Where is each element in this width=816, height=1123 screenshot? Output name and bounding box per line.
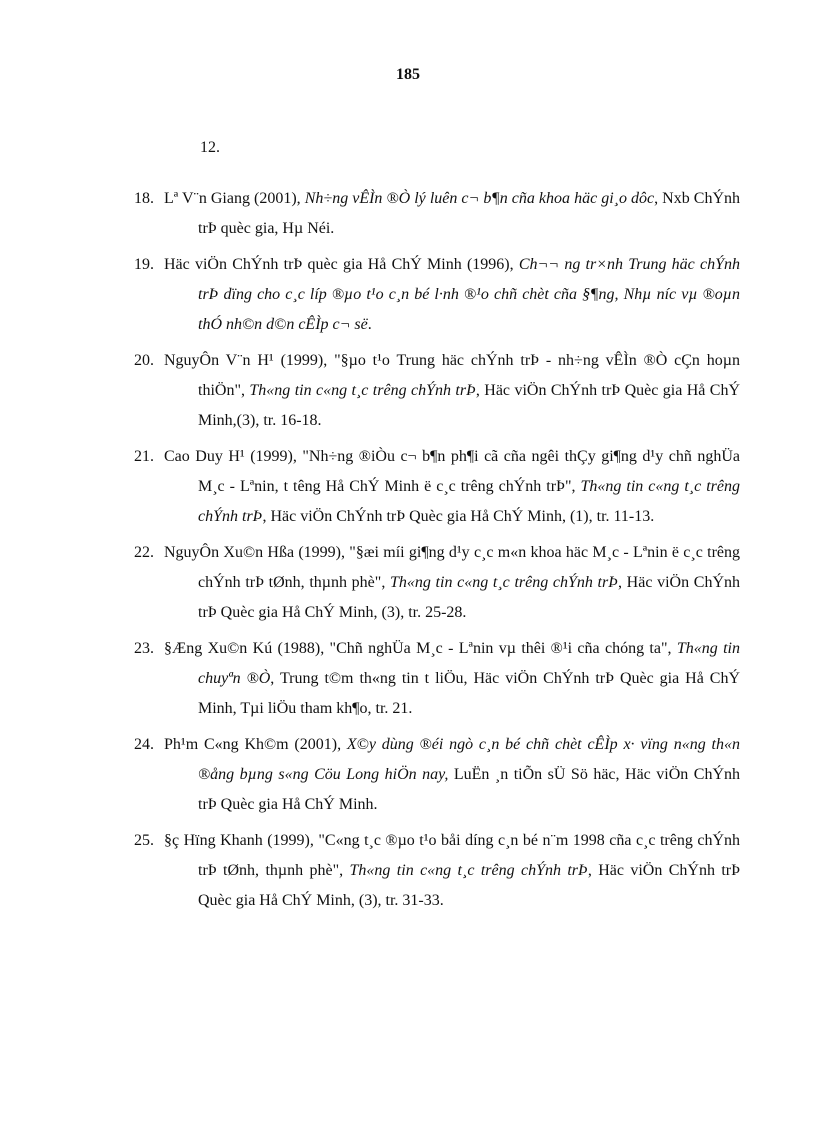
reference-publisher: , Häc viÖn ChÝnh trÞ Quèc gia Hå ChÝ Minh, (3), tr. 31-33. (198, 862, 741, 909)
reference-authors: NguyÔn V¨n H¹ (1999), "§µo t¹o Trung häc chÝnh trÞ - nh÷ng vÊÌn ®Ò cÇn hoµn thiÖn", (164, 352, 740, 399)
continued-reference-tail: 12. (200, 139, 220, 156)
reference-number: 25. (134, 832, 154, 849)
reference-list (134, 133, 740, 922)
reference-title: Ch¬¬ ng tr×nh Trung häc chÝnh trÞ dïng cho c¸c líp ®µo t¹o c¸n bé l·nh ®¹o chñ chèt cña §¶ng, Nhµ níc vµ ®oµn thÓ nh©n d©n cÊÌp c¬ së (198, 256, 741, 333)
reference-number: 24. (134, 736, 154, 753)
reference-title: Th«ng tin c«ng t¸c trêng chÝnh trÞ (198, 478, 741, 525)
reference-item (134, 634, 740, 724)
reference-publisher: , Häc viÖn ChÝnh trÞ Quèc gia Hå ChÝ Minh, (1), tr. 11-13. (262, 508, 655, 525)
reference-authors: Lª V¨n Giang (2001), (164, 190, 305, 207)
reference-title: Th«ng tin chuyªn ®Ò (198, 640, 740, 687)
reference-title: Nh÷ng vÊÌn ®Ò lý luên c¬ b¶n cña khoa häc gi¸o dôc (304, 190, 655, 207)
reference-authors: Cao Duy H¹ (1999), "Nh÷ng ®iÒu c¬ b¶n ph¶i cã cña ngêi thÇy gi¶ng d¹y chñ nghÜa M¸c - Lªnin, t têng Hå ChÝ Minh ë c¸c trêng chÝnh trÞ", (164, 448, 740, 495)
reference-number: 21. (134, 448, 154, 465)
reference-item (134, 730, 740, 820)
reference-number: 18. (134, 190, 154, 207)
reference-item (134, 442, 740, 532)
reference-publisher: , Trung t©m th«ng tin t liÖu, Häc viÖn ChÝnh trÞ Quèc gia Hå ChÝ Minh, Tµi liÖu tham kh¶o, tr. 21. (198, 670, 740, 717)
reference-number: 23. (134, 640, 154, 657)
reference-item (134, 538, 740, 628)
reference-number: 20. (134, 352, 154, 369)
reference-authors: §Æng Xu©n Kú (1988), "Chñ nghÜa M¸c - Lªnin vµ thêi ®¹i cña chóng ta", (164, 640, 677, 657)
reference-publisher: , Nxb ChÝnh trÞ quèc gia, Hµ Néi. (198, 190, 741, 237)
reference-item (134, 346, 740, 436)
reference-title: Th«ng tin c«ng t¸c trêng chÝnh trÞ (349, 862, 588, 879)
reference-authors: Ph¹m C«ng Kh©m (2001), (164, 736, 347, 753)
reference-publisher: LuËn ¸n tiÕn sÜ Sö häc, Häc viÖn ChÝnh trÞ Quèc gia Hå ChÝ Minh. (198, 766, 741, 813)
reference-publisher: . (367, 316, 372, 333)
reference-publisher: , Häc viÖn ChÝnh trÞ Quèc gia Hå ChÝ Minh,(3), tr. 16-18. (198, 382, 741, 429)
reference-title: X©y dùng ®éi ngò c¸n bé chñ chèt cÊÌp x· vïng n«ng th«n ®ång bµng s«ng Cöu Long hiÖn nay, (198, 736, 740, 783)
reference-item (134, 184, 740, 244)
reference-authors: Häc viÖn ChÝnh trÞ quèc gia Hå ChÝ Minh (1996), (164, 256, 519, 273)
reference-authors: §ç Hïng Khanh (1999), "C«ng t¸c ®µo t¹o båi díng c¸n bé n¨m 1998 cña c¸c trêng chÝnh trÞ tØnh, thµnh phè", (164, 832, 740, 879)
reference-title: Th«ng tin c«ng t¸c trêng chÝnh trÞ (389, 574, 618, 591)
reference-title: Th«ng tin c«ng t¸c trêng chÝnh trÞ (249, 382, 476, 399)
reference-number: 19. (134, 256, 154, 273)
reference-item (134, 826, 740, 916)
reference-authors: NguyÔn Xu©n Hßa (1999), "§æi míi gi¶ng d¹y c¸c m«n khoa häc M¸c - Lªnin ë c¸c trêng chÝnh trÞ tØnh, thµnh phè", (164, 544, 740, 591)
reference-item (134, 250, 740, 340)
reference-number: 22. (134, 544, 154, 561)
reference-publisher: , Häc viÖn ChÝnh trÞ Quèc gia Hå ChÝ Minh, (3), tr. 25-28. (198, 574, 740, 621)
page-number: 185 (396, 66, 420, 83)
